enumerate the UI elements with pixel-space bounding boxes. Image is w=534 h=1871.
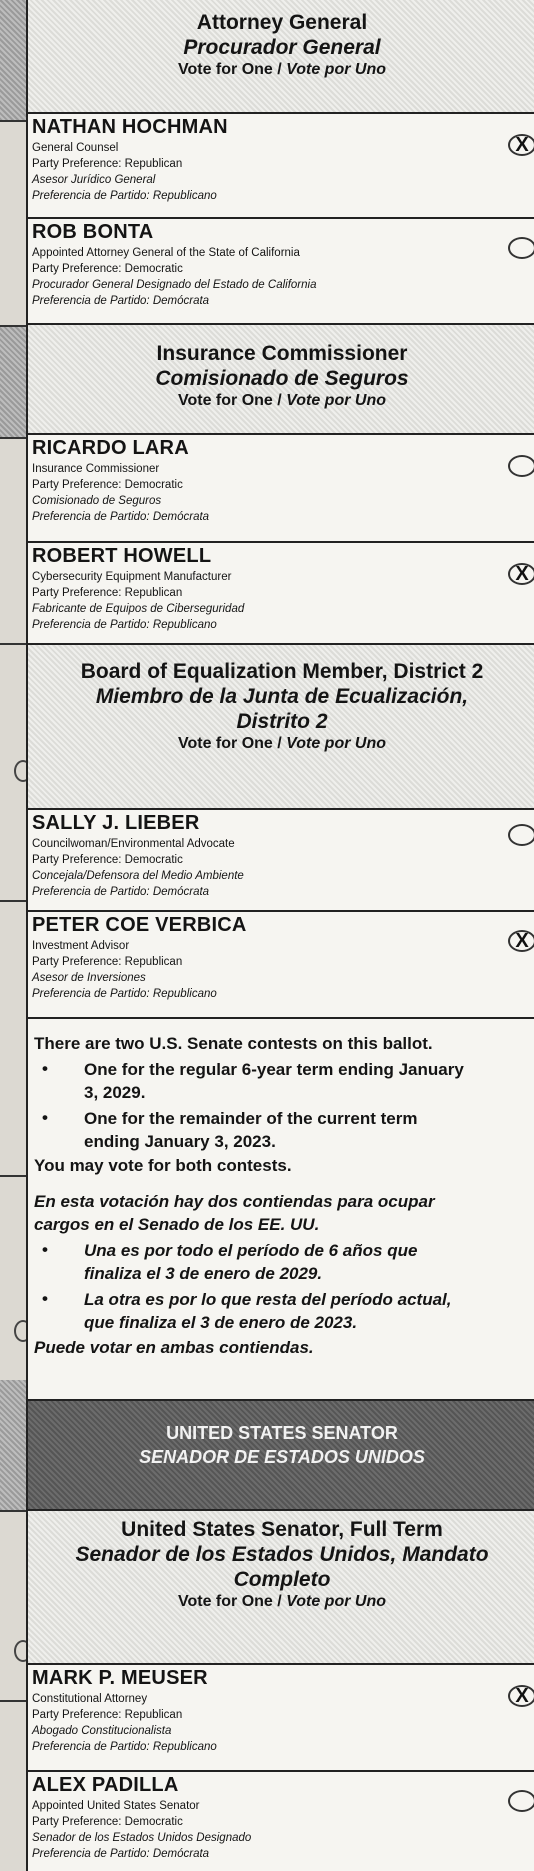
bullet-icon: • — [42, 1289, 48, 1308]
x-mark-icon: X — [515, 563, 529, 585]
candidate-party-spanish: Preferencia de Partido: Demócrata — [32, 511, 210, 523]
row-divider — [0, 643, 26, 645]
candidate-name: ROB BONTA — [32, 221, 154, 243]
notice-intro-spanish-cont: cargos en el Senado de los EE. UU. — [34, 1215, 320, 1234]
candidate-occupation-spanish: Fabricante de Equipos de Ciberseguridad — [32, 603, 245, 615]
x-mark-icon: X — [515, 134, 529, 156]
candidate-row — [28, 114, 534, 219]
candidate-party-spanish: Preferencia de Partido: Demócrata — [32, 1848, 210, 1860]
candidate-occupation: Insurance Commissioner — [32, 463, 160, 475]
candidate-occupation: Appointed United States Senator — [32, 1800, 200, 1812]
x-mark-icon — [508, 238, 534, 260]
candidate-party: Party Preference: Democratic — [32, 263, 183, 275]
vote-instruction: Vote for One / Vote por Uno — [177, 735, 386, 752]
notice-outro: You may vote for both contests. — [34, 1156, 292, 1175]
vote-instruction: Vote for One / Vote por Uno — [177, 392, 386, 409]
x-mark-icon — [508, 825, 534, 847]
notice-bullet-spanish: La otra es por lo que resta del período actual, — [84, 1290, 452, 1309]
candidate-name: PETER COE VERBICA — [32, 914, 247, 936]
contest-header-board-of-equalization — [28, 645, 534, 810]
candidate-name: SALLY J. LIEBER — [32, 812, 200, 834]
x-mark-icon: X — [515, 1685, 529, 1707]
office-title: United States Senator, Full Term — [121, 1518, 443, 1541]
candidate-name: MARK P. MEUSER — [32, 1667, 208, 1689]
candidate-party-spanish: Preferencia de Partido: Republicano — [32, 619, 217, 631]
notice-outro-spanish: Puede votar en ambas contiendas. — [34, 1338, 314, 1357]
ballot-column — [26, 0, 534, 1871]
candidate-row — [28, 912, 534, 1019]
row-divider — [0, 1510, 26, 1512]
band-title: UNITED STATES SENATOR — [166, 1423, 398, 1443]
candidate-row — [28, 543, 534, 645]
candidate-row — [28, 810, 534, 912]
candidate-party: Party Preference: Republican — [32, 956, 183, 968]
candidate-occupation-spanish: Senador de los Estados Unidos Designado — [32, 1832, 252, 1844]
x-mark-icon — [508, 1791, 534, 1813]
office-title: Board of Equalization Member, District 2 — [80, 660, 484, 683]
bullet-icon: • — [42, 1240, 48, 1259]
notice-bullet: One for the remainder of the current term — [84, 1109, 418, 1128]
candidate-party-spanish: Preferencia de Partido: Republicano — [32, 1741, 217, 1753]
notice-intro-spanish: En esta votación hay dos contiendas para ocupar — [34, 1192, 435, 1211]
bullet-icon: • — [42, 1108, 48, 1127]
candidate-party: Party Preference: Republican — [32, 587, 183, 599]
candidate-party-spanish: Preferencia de Partido: Republicano — [32, 988, 217, 1000]
candidate-occupation-spanish: Abogado Constitucionalista — [32, 1725, 172, 1737]
shaded-cell — [0, 1380, 26, 1510]
candidate-occupation-spanish: Asesor de Inversiones — [32, 972, 146, 984]
office-title-spanish: Senador de los Estados Unidos, Mandato — [75, 1543, 489, 1566]
candidate-row — [28, 219, 534, 325]
x-mark-icon: X — [515, 930, 529, 952]
office-title-spanish: Procurador General — [183, 36, 381, 59]
candidate-name: NATHAN HOCHMAN — [32, 116, 228, 138]
senator-section-band — [28, 1401, 534, 1511]
row-divider — [0, 120, 26, 122]
shaded-cell — [0, 327, 26, 437]
candidate-party: Party Preference: Democratic — [32, 1816, 183, 1828]
senate-contest-notice — [28, 1019, 534, 1401]
vote-instruction: Vote for One / Vote por Uno — [177, 1593, 386, 1610]
candidate-party-spanish: Preferencia de Partido: Demócrata — [32, 295, 210, 307]
candidate-party-spanish: Preferencia de Partido: Republicano — [32, 190, 217, 202]
candidate-party: Party Preference: Republican — [32, 158, 183, 170]
candidate-occupation-spanish: Procurador General Designado del Estado de California — [32, 279, 317, 291]
candidate-row — [28, 1665, 534, 1772]
office-title: Attorney General — [196, 11, 368, 34]
candidate-party: Party Preference: Democratic — [32, 854, 183, 866]
candidate-name: ROBERT HOWELL — [32, 545, 212, 567]
bullet-icon: • — [42, 1059, 48, 1078]
candidate-occupation-spanish: Comisionado de Seguros — [32, 495, 162, 507]
office-title: Insurance Commissioner — [156, 342, 408, 365]
office-title-spanish: Comisionado de Seguros — [155, 367, 409, 390]
notice-bullet-spanish: Una es por todo el período de 6 años que — [84, 1241, 418, 1260]
candidate-occupation-spanish: Concejala/Defensora del Medio Ambiente — [32, 870, 244, 882]
candidate-row — [28, 435, 534, 543]
candidate-name: ALEX PADILLA — [32, 1774, 179, 1796]
candidate-occupation-spanish: Asesor Jurídico General — [32, 174, 156, 186]
office-title-spanish-line2: Distrito 2 — [236, 710, 328, 733]
vote-instruction: Vote for One / Vote por Uno — [177, 61, 386, 78]
row-divider — [0, 1175, 26, 1177]
candidate-occupation: Appointed Attorney General of the State of California — [32, 247, 300, 259]
notice-bullet-spanish-cont: finaliza el 3 de enero de 2029. — [84, 1264, 323, 1283]
candidate-row — [28, 1772, 534, 1871]
office-title-spanish: Miembro de la Junta de Ecualización, — [95, 685, 469, 708]
notice-bullet-spanish-cont: que finaliza el 3 de enero de 2023. — [84, 1313, 358, 1332]
shaded-cell — [0, 0, 26, 120]
notice-intro: There are two U.S. Senate contests on this ballot. — [34, 1034, 433, 1053]
notice-bullet-cont: 3, 2029. — [84, 1083, 146, 1102]
row-divider — [0, 1700, 26, 1702]
office-title-spanish-line2: Completo — [233, 1568, 331, 1591]
candidate-occupation: Cybersecurity Equipment Manufacturer — [32, 571, 232, 583]
band-title-spanish: SENADOR DE ESTADOS UNIDOS — [139, 1447, 425, 1467]
adjacent-column-strip — [0, 0, 26, 1871]
candidate-name: RICARDO LARA — [32, 437, 189, 459]
candidate-occupation: Councilwoman/Environmental Advocate — [32, 838, 235, 850]
notice-bullet-cont: ending January 3, 2023. — [84, 1132, 276, 1151]
contest-header-attorney-general — [28, 0, 534, 114]
candidate-occupation: General Counsel — [32, 142, 119, 154]
x-mark-icon — [508, 456, 534, 478]
notice-bullet: One for the regular 6-year term ending January — [84, 1060, 464, 1079]
row-divider — [0, 437, 26, 439]
candidate-occupation: Investment Advisor — [32, 940, 130, 952]
contest-header-insurance-commissioner — [28, 325, 534, 435]
contest-header-us-senator-full-term — [28, 1511, 534, 1665]
candidate-party: Party Preference: Democratic — [32, 479, 183, 491]
candidate-party-spanish: Preferencia de Partido: Demócrata — [32, 886, 210, 898]
candidate-occupation: Constitutional Attorney — [32, 1693, 148, 1705]
candidate-party: Party Preference: Republican — [32, 1709, 183, 1721]
row-divider — [0, 900, 26, 902]
